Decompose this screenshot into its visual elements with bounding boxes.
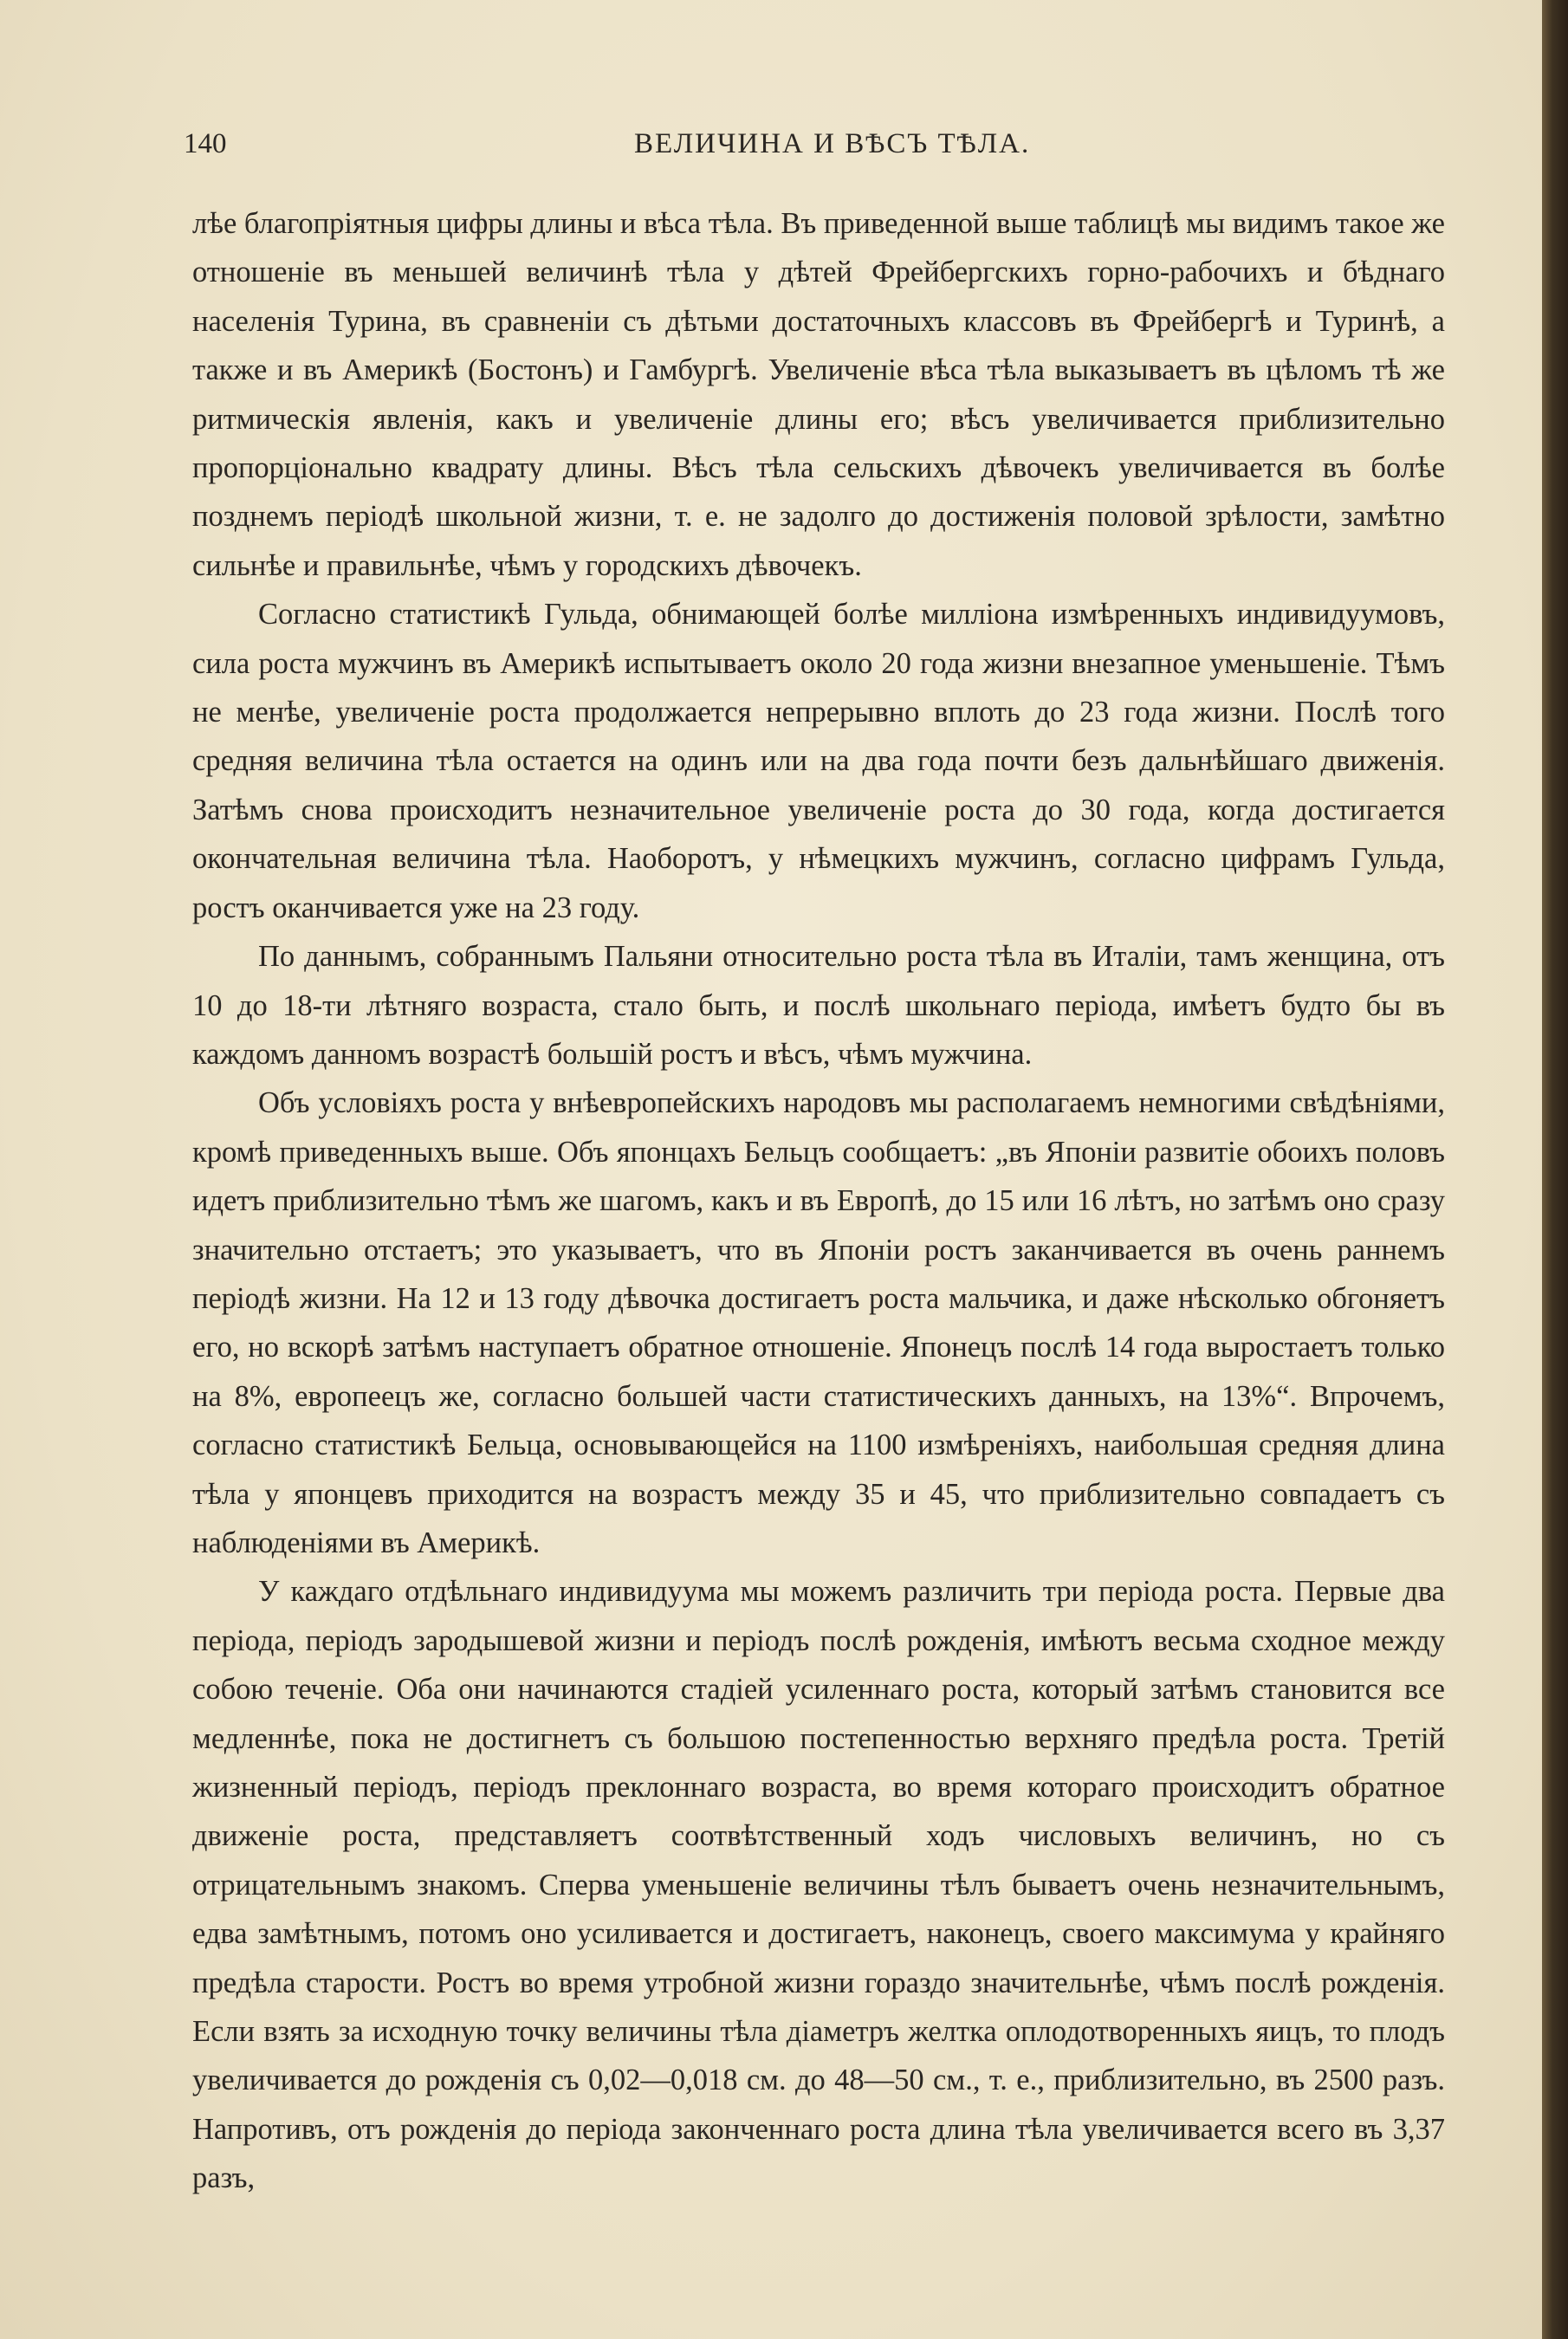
page-header (184, 128, 1448, 163)
paragraph-5: У каждаго отдѣльнаго индивидуума мы можемъ различить три періода роста. Первые два періода, періодъ зародышевой жизни и періодъ послѣ рожденія, имѣютъ весьма сходное между собою теченіе. Оба они начинаются стадіей усиленнаго роста, который затѣмъ становится все медленнѣе, пока не достигнетъ съ большою постепенностью верхняго предѣла роста. Третій жизненный періодъ, періодъ преклоннаго возраста, во время котораго происходитъ обратное движеніе роста, представляетъ соотвѣтственный ходъ числовыхъ величинъ, но съ отрицательнымъ знакомъ. Сперва уменьшеніе величины тѣлъ бываетъ очень незначительнымъ, едва замѣтнымъ, потомъ оно усиливается и достигаетъ, наконецъ, своего максимума у крайняго предѣла старости. Ростъ во время утробной жизни гораздо значительнѣе, чѣмъ послѣ рожденія. Если взять за исходную точку величины тѣла діаметръ желтка оплодотворенныхъ яицъ, то плодъ увеличивается до рожденія съ 0,02—0,018 см. до 48—50 см., т. е., приблизительно, въ 2500 разъ. Напротивъ, отъ рожденія до періода законченнаго роста длина тѣла увеличивается всего въ 3,37 разъ, (192, 1575, 1445, 2195)
page-number: 140 (184, 128, 227, 159)
page-edge-shadow (1542, 0, 1568, 2339)
paragraph-1: лѣе благопріятныя цифры длины и вѣса тѣла. Въ приведенной выше таблицѣ мы видимъ такое же отношеніе въ меньшей величинѣ тѣла у дѣтей Фрейбергскихъ горно-рабочихъ и бѣднаго населенія Турина, въ сравненіи съ дѣтьми достаточныхъ классовъ въ Фрейбергѣ и Туринѣ, а также и въ Америкѣ (Бостонъ) и Гамбургѣ. Увеличеніе вѣса тѣла выказываетъ въ цѣломъ тѣ же ритмическія явленія, какъ и увеличеніе длины его; вѣсъ увеличивается приблизительно пропорціонально квадрату длины. Вѣсъ тѣла сельскихъ дѣвочекъ увеличивается въ болѣе позднемъ періодѣ школьной жизни, т. е. не задолго до достиженія половой зрѣлости, замѣтно сильнѣе и правильнѣе, чѣмъ у городскихъ дѣвочекъ. (192, 207, 1445, 582)
paragraph-3: По даннымъ, собраннымъ Пальяни относительно роста тѣла въ Италіи, тамъ женщина, отъ 10 до 18-ти лѣтняго возраста, стало быть, и послѣ школьнаго періода, имѣетъ будто бы въ каждомъ данномъ возрастѣ большій ростъ и вѣсъ, чѣмъ мужчина. (192, 940, 1445, 1071)
body-text (192, 199, 1445, 2203)
paragraph-2: Согласно статистикѣ Гульда, обнимающей болѣе милліона измѣренныхъ индивидуумовъ, сила роста мужчинъ въ Америкѣ испытываетъ около 20 года жизни внезапное уменьшеніе. Тѣмъ не менѣе, увеличеніе роста продолжается непрерывно вплоть до 23 года жизни. Послѣ того средняя величина тѣла остается на одинъ или на два года почти безъ дальнѣйшаго движенія. Затѣмъ снова происходитъ незначительное увеличеніе роста до 30 года, когда достигается окончательная величина тѣла. Наоборотъ, у нѣмецкихъ мужчинъ, согласно цифрамъ Гульда, ростъ оканчивается уже на 23 году. (192, 598, 1445, 924)
paragraph-4: Объ условіяхъ роста у внѣевропейскихъ народовъ мы располагаемъ немногими свѣдѣніями, кромѣ приведенныхъ выше. Объ японцахъ Бельцъ сообщаетъ: „въ Японіи развитіе обоихъ половъ идетъ приблизительно тѣмъ же шагомъ, какъ и въ Европѣ, до 15 или 16 лѣтъ, но затѣмъ оно сразу значительно отстаетъ; это указываетъ, что въ Японіи ростъ заканчивается въ очень раннемъ періодѣ жизни. На 12 и 13 году дѣвочка достигаетъ роста мальчика, и даже нѣсколько обгоняетъ его, но вскорѣ затѣмъ наступаетъ обратное отношеніе. Японецъ послѣ 14 года выростаетъ только на 8%, европеецъ же, согласно большей части статистическихъ данныхъ, на 13%“. Впрочемъ, согласно статистикѣ Бельца, основывающейся на 1100 измѣреніяхъ, наибольшая средняя длина тѣла у японцевъ приходится на возрастъ между 35 и 45, что приблизительно совпадаетъ съ наблюденіями въ Америкѣ. (192, 1086, 1445, 1559)
running-head: ВЕЛИЧИНА И ВѢСЪ ТѢЛА. (634, 128, 1031, 159)
